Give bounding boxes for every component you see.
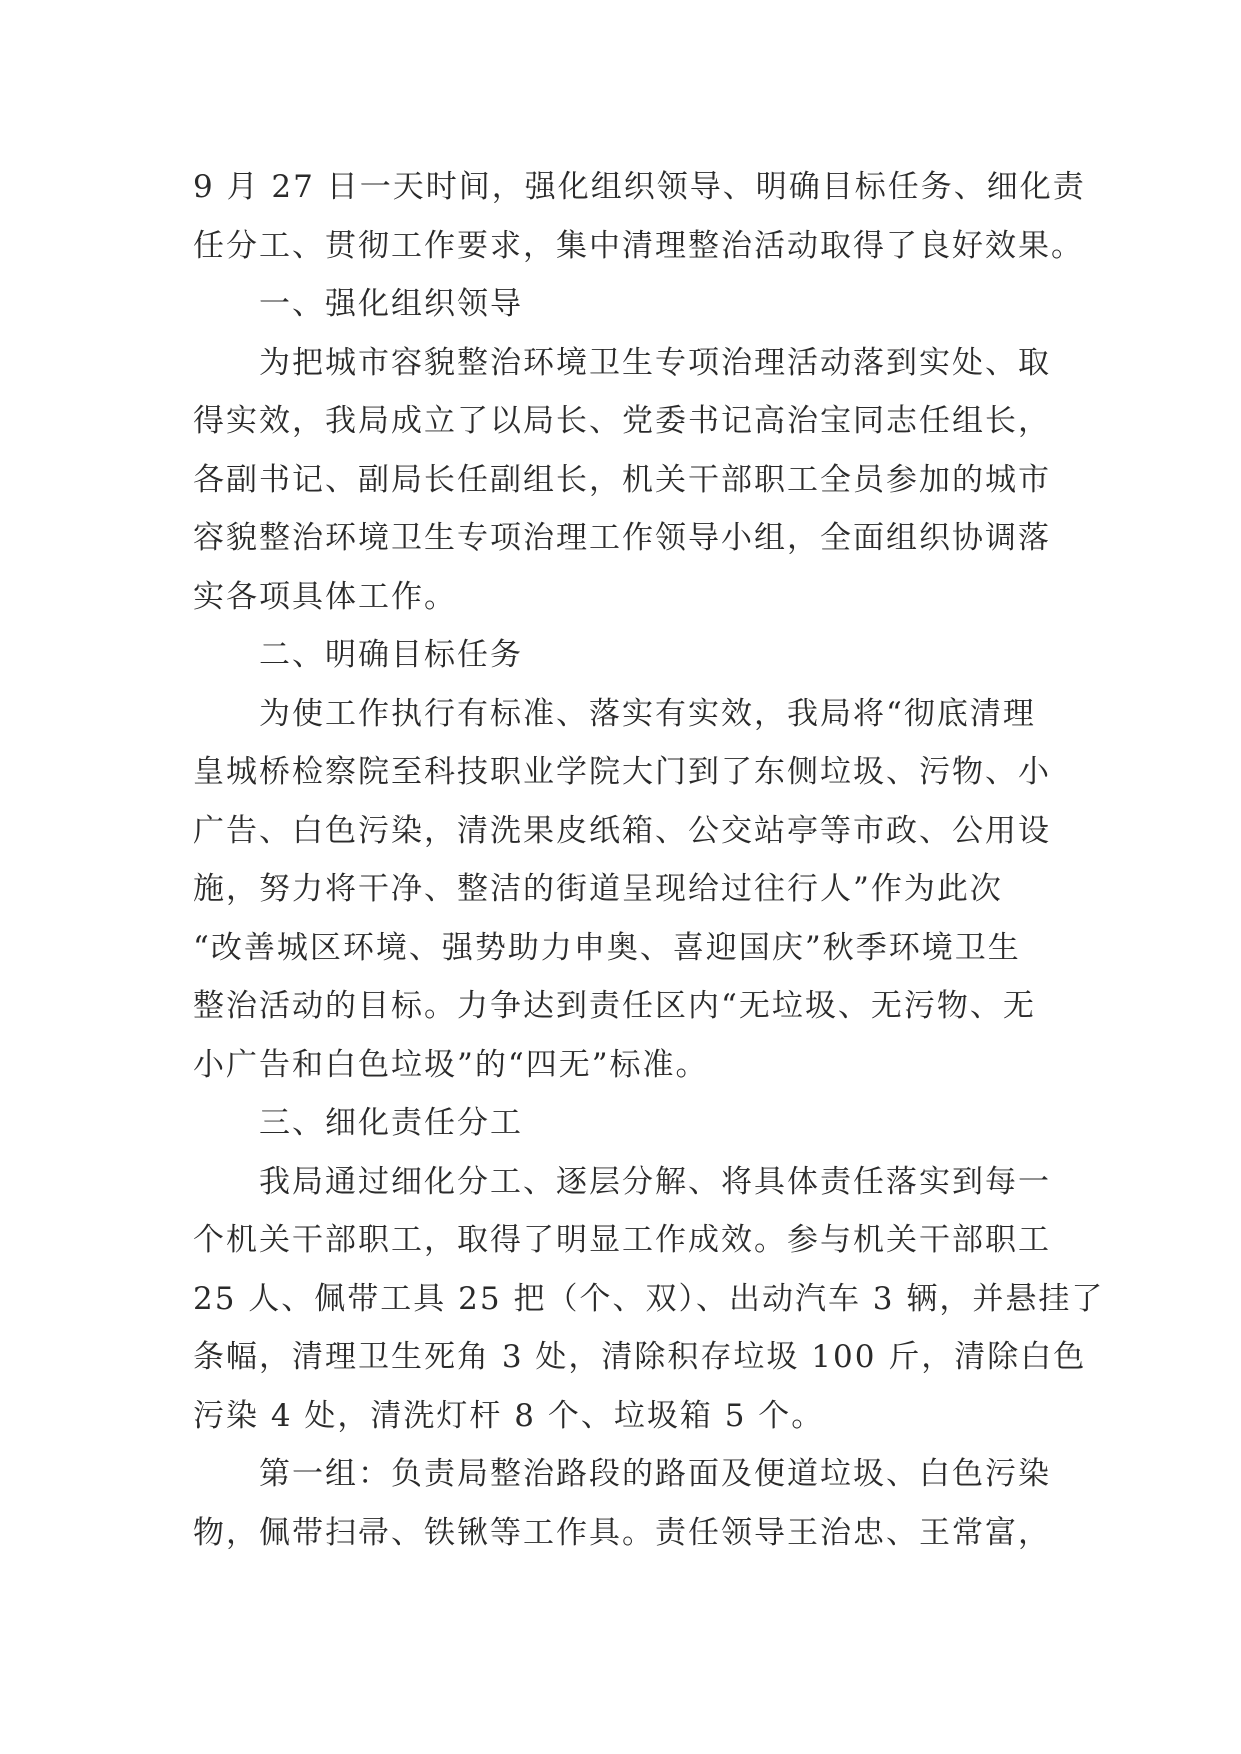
body-line: 物，佩带扫帚、铁锹等工作具。责任领导王治忠、王常富， [193, 1514, 1051, 1551]
body-line: 小广告和白色垃圾”的“四无”标准。 [193, 1046, 709, 1083]
body-line: 25 人、佩带工具 25 把（个、双）、出动汽车 3 辆，并悬挂了 [193, 1280, 1105, 1317]
document-body [193, 158, 1105, 1562]
body-line: 皇城桥检察院至科技职业学院大门到了东侧垃圾、污物、小 [193, 754, 1051, 790]
body-line: 施，努力将干净、整洁的街道呈现给过往行人”作为此次 [193, 871, 1003, 907]
body-line: 污染 4 处，清洗灯杆 8 个、垃圾箱 5 个。 [193, 1397, 825, 1434]
body-line: 容貌整治环境卫生专项治理工作领导小组，全面组织协调落 [193, 520, 1051, 556]
section-heading-1: 一、强化组织领导 [259, 286, 523, 322]
section-heading-2: 二、明确目标任务 [259, 637, 523, 673]
body-line: 为把城市容貌整治环境卫生专项治理活动落到实处、取 [259, 344, 1051, 381]
body-line: 各副书记、副局长任副组长，机关干部职工全员参加的城市 [193, 461, 1051, 498]
body-line: 整治活动的目标。力争达到责任区内“无垃圾、无污物、无 [193, 988, 1036, 1024]
body-line: 条幅，清理卫生死角 3 处，清除积存垃圾 100 斤，清除白色 [193, 1339, 1087, 1375]
body-line: 个机关干部职工，取得了明显工作成效。参与机关干部职工 [193, 1222, 1051, 1258]
body-line: 为使工作执行有标准、落实有实效，我局将“彻底清理 [259, 695, 1036, 732]
body-line: 我局通过细化分工、逐层分解、将具体责任落实到每一 [259, 1163, 1051, 1200]
body-line: 第一组：负责局整治路段的路面及便道垃圾、白色污染 [259, 1456, 1051, 1492]
body-line: 得实效，我局成立了以局长、党委书记高治宝同志任组长， [193, 403, 1051, 439]
section-heading-3: 三、细化责任分工 [259, 1105, 523, 1141]
body-line: “改善城区环境、强势助力申奥、喜迎国庆”秋季环境卫生 [193, 929, 1021, 966]
body-line: 实各项具体工作。 [193, 578, 457, 615]
body-line: 9 月 27 日一天时间，强化组织领导、明确目标任务、细化责 [193, 169, 1086, 205]
body-line: 广告、白色污染，清洗果皮纸箱、公交站亭等市政、公用设 [193, 812, 1051, 849]
body-line: 任分工、贯彻工作要求，集中清理整治活动取得了良好效果。 [193, 227, 1084, 264]
